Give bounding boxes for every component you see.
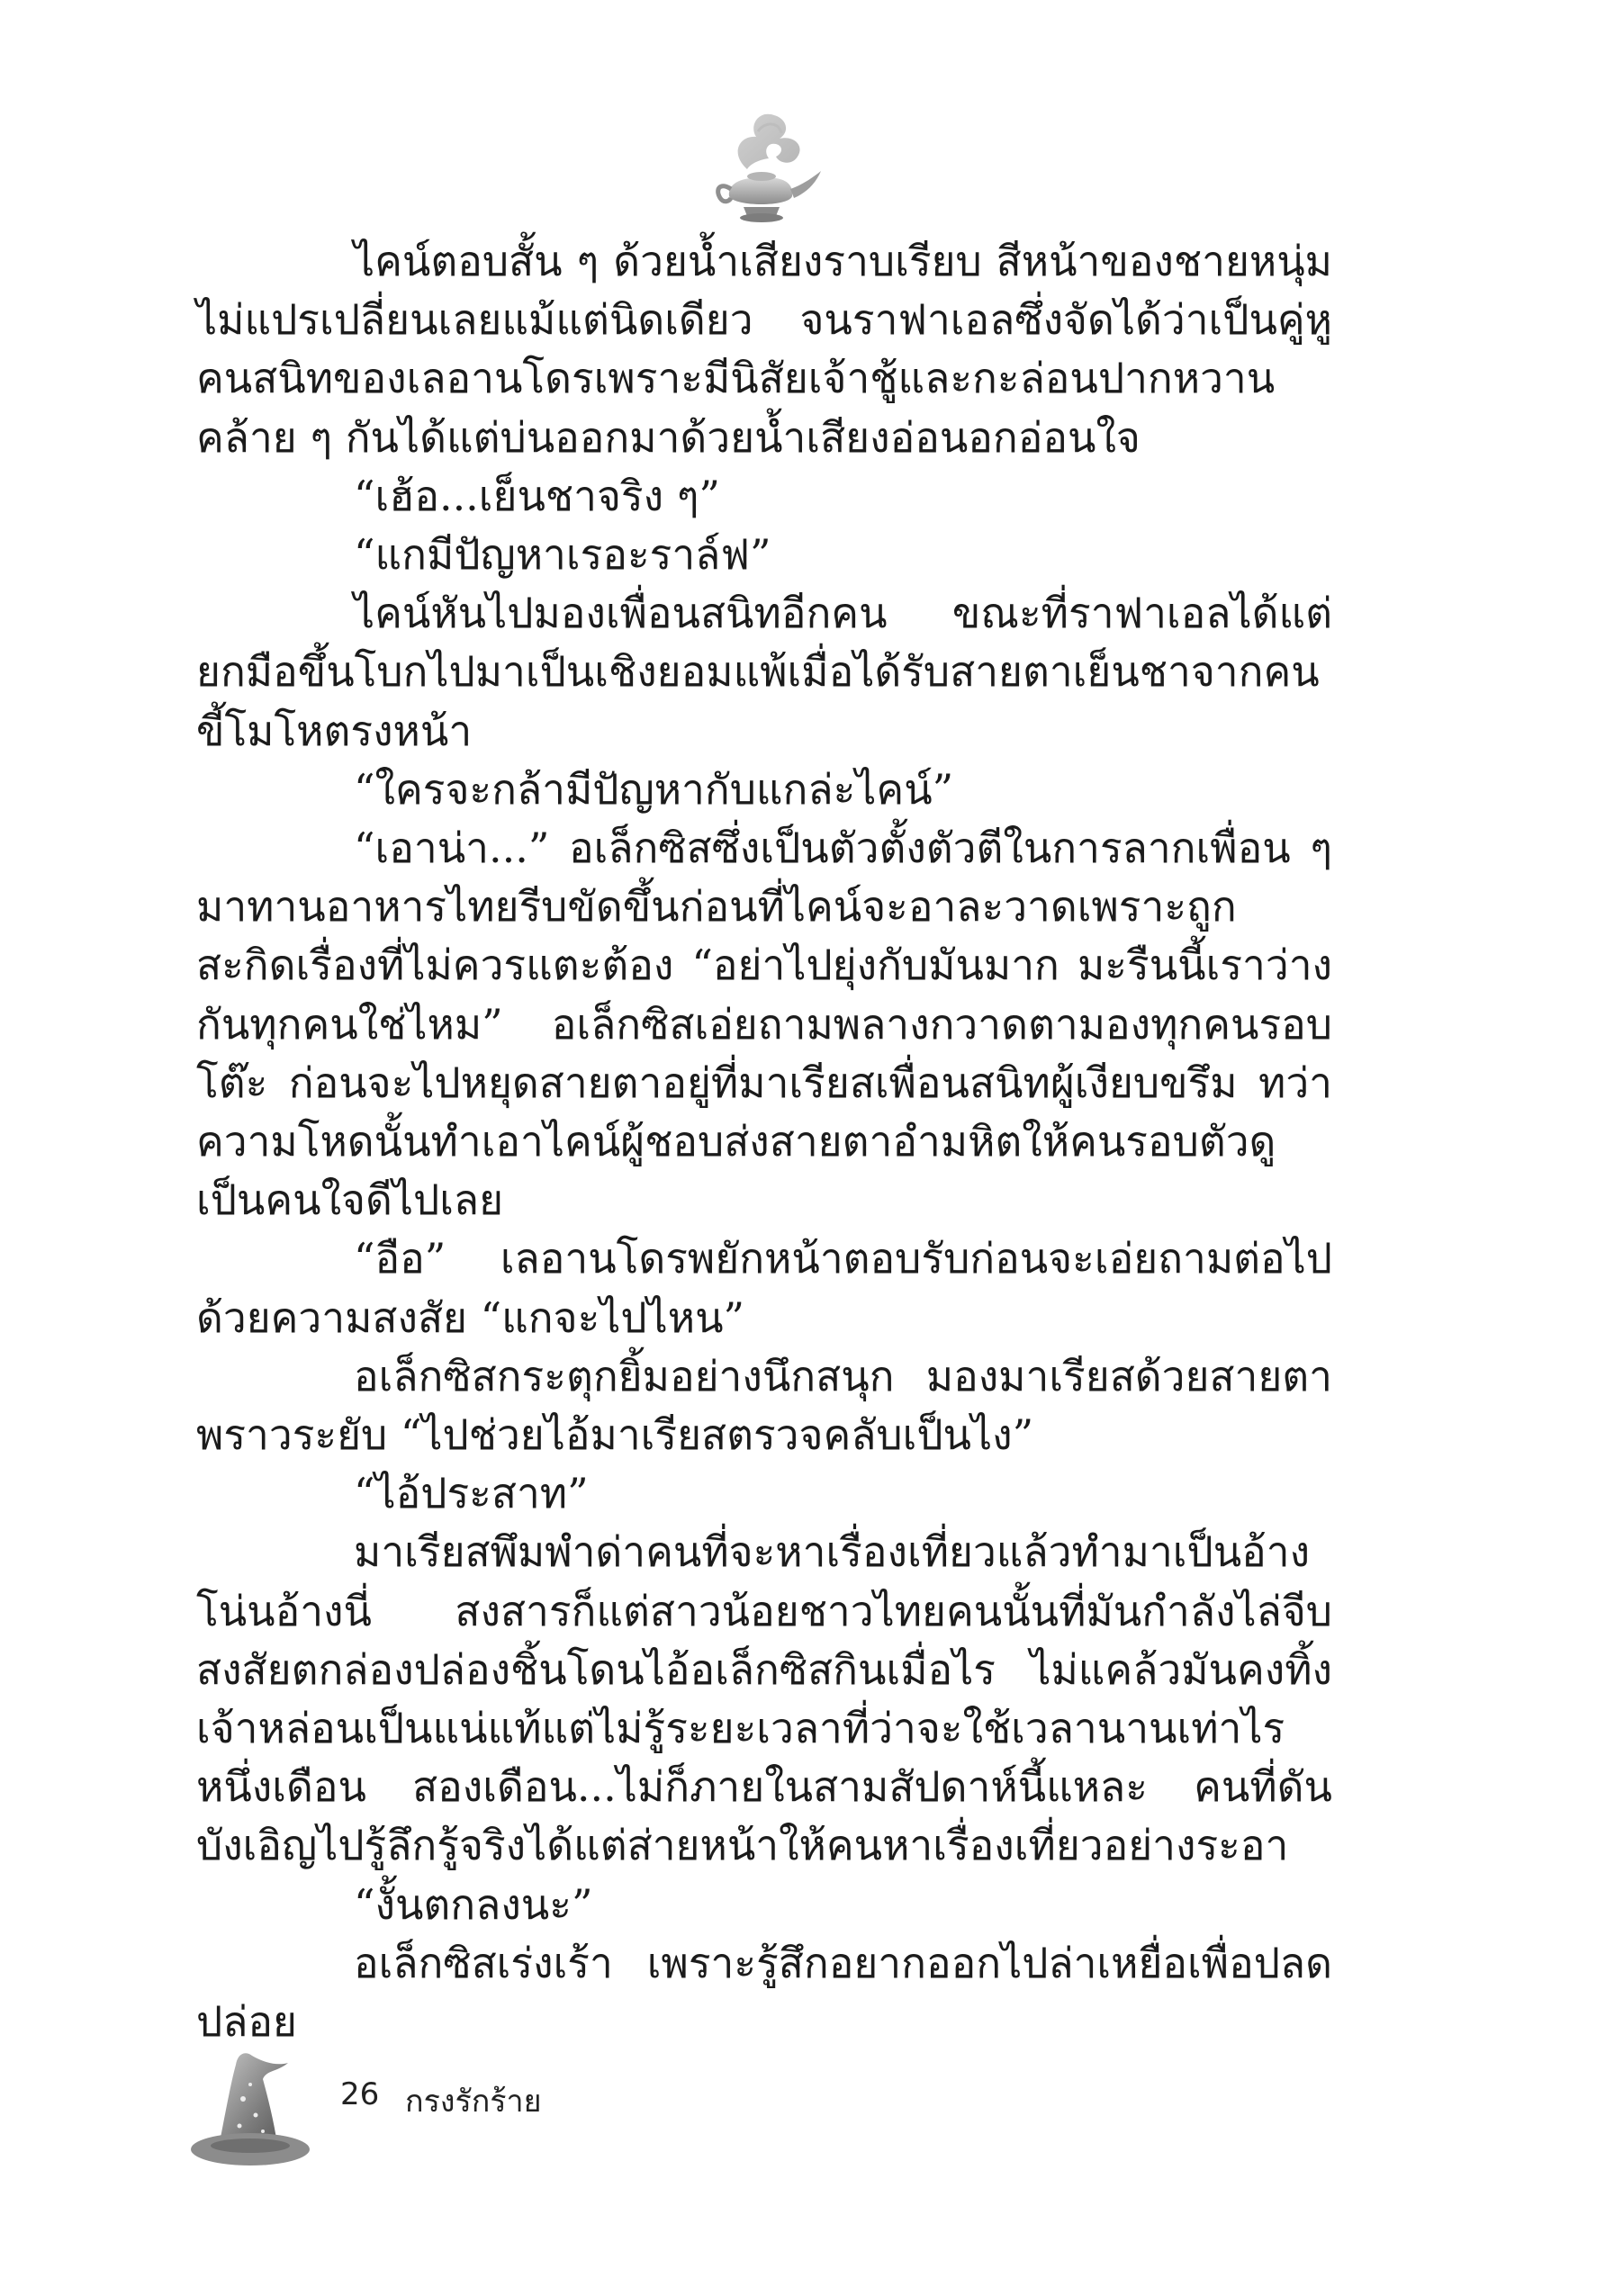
page-number: 26 bbox=[340, 2076, 380, 2112]
paragraph: “ไอ้ประสาท” bbox=[354, 1469, 589, 1518]
paragraph: “แกมีปัญหาเรอะราล์ฟ” bbox=[354, 530, 771, 580]
wizard-hat-icon bbox=[180, 2043, 333, 2178]
paragraph: อเล็กซิสเร่งเร้า เพราะรู้สึกอยากออกไปล่าเหยื่อเพื่อปลดปล่อย bbox=[196, 1938, 1332, 2047]
paragraph: ไคน์หันไปมองเพื่อนสนิทอีกคน ขณะที่ราฟาเอลได้แต่ยกมือขึ้นโบกไปมาเป็นเชิงยอมแพ้เมื่อได้รับสายตาเย็นชาจากคนขี้โมโหตรงหน้า bbox=[196, 589, 1332, 755]
paragraph: “เฮ้อ...เย็นชาจริง ๆ” bbox=[354, 471, 720, 520]
book-title: กรงรักร้าย bbox=[405, 2084, 542, 2120]
paragraph: ไคน์ตอบสั้น ๆ ด้วยน้ำเสียงราบเรียบ สีหน้าของชายหนุ่มไม่แปรเปลี่ยนเลยแม้แต่นิดเดียว จนราฟาเอลซึ่งจัดได้ว่าเป็นคู่หูคนสนิทของเลอานโดรเพราะมีนิสัยเจ้าชู้และกะล่อนปากหวานคล้าย ๆ กันได้แต่บ่นออกมาด้วยน้ำเสียงอ่อนอกอ่อนใจ bbox=[196, 237, 1332, 462]
paragraph: “อือ” เลอานโดรพยักหน้าตอบรับก่อนจะเอ่ยถามต่อไปด้วยความสงสัย “แกจะไปไหน” bbox=[196, 1234, 1332, 1342]
magic-lamp-icon bbox=[693, 99, 828, 234]
paragraph: “งั้นตกลงนะ” bbox=[354, 1879, 593, 1929]
paragraph: มาเรียสพึมพำด่าคนที่จะหาเรื่องเที่ยวแล้วทำมาเป็นอ้างโน่นอ้างนี่ สงสารก็แต่สาวน้อยชาวไทยคนนั้นที่มันกำลังไล่จีบ สงสัยตกล่องปล่องชิ้นโดนไอ้อเล็กซิสกินเมื่อไร ไม่แคล้วมันคงทิ้งเจ้าหล่อนเป็นแน่แท้แต่ไม่รู้ระยะเวลาที่ว่าจะใช้เวลานานเท่าไร หนึ่งเดือน สองเดือน...ไม่ก็ภายในสามสัปดาห์นี้แหละ คนที่ดันบังเอิญไปรู้ลึกรู้จริงได้แต่ส่ายหน้าให้คนหาเรื่องเที่ยวอย่างระอา bbox=[196, 1527, 1332, 1870]
page-footer bbox=[180, 2043, 630, 2178]
paragraph: “เอาน่า...” อเล็กซิสซึ่งเป็นตัวตั้งตัวตีในการลากเพื่อน ๆ มาทานอาหารไทยรีบขัดขึ้นก่อนที่ไคน์จะอาละวาดเพราะถูกสะกิดเรื่องที่ไม่ควรแตะต้อง “อย่าไปยุ่งกับมันมาก มะรืนนี้เราว่างกันทุกคนใช่ไหม” อเล็กซิสเอ่ยถามพลางกวาดตามองทุกคนรอบโต๊ะ ก่อนจะไปหยุดสายตาอยู่ที่มาเรียสเพื่อนสนิทผู้เงียบขรึม ทว่าความโหดนั้นทำเอาไคน์ผู้ชอบส่งสายตาอำมหิตให้คนรอบตัวดูเป็นคนใจดีไปเลย bbox=[196, 824, 1332, 1225]
paragraph: “ใครจะกล้ามีปัญหากับแกล่ะไคน์” bbox=[354, 764, 954, 814]
paragraph: อเล็กซิสกระตุกยิ้มอย่างนึกสนุก มองมาเรียสด้วยสายตาพราวระยับ “ไปช่วยไอ้มาเรียสตรวจคลับเป็นไง” bbox=[196, 1351, 1332, 1460]
body-text bbox=[196, 232, 1332, 2051]
